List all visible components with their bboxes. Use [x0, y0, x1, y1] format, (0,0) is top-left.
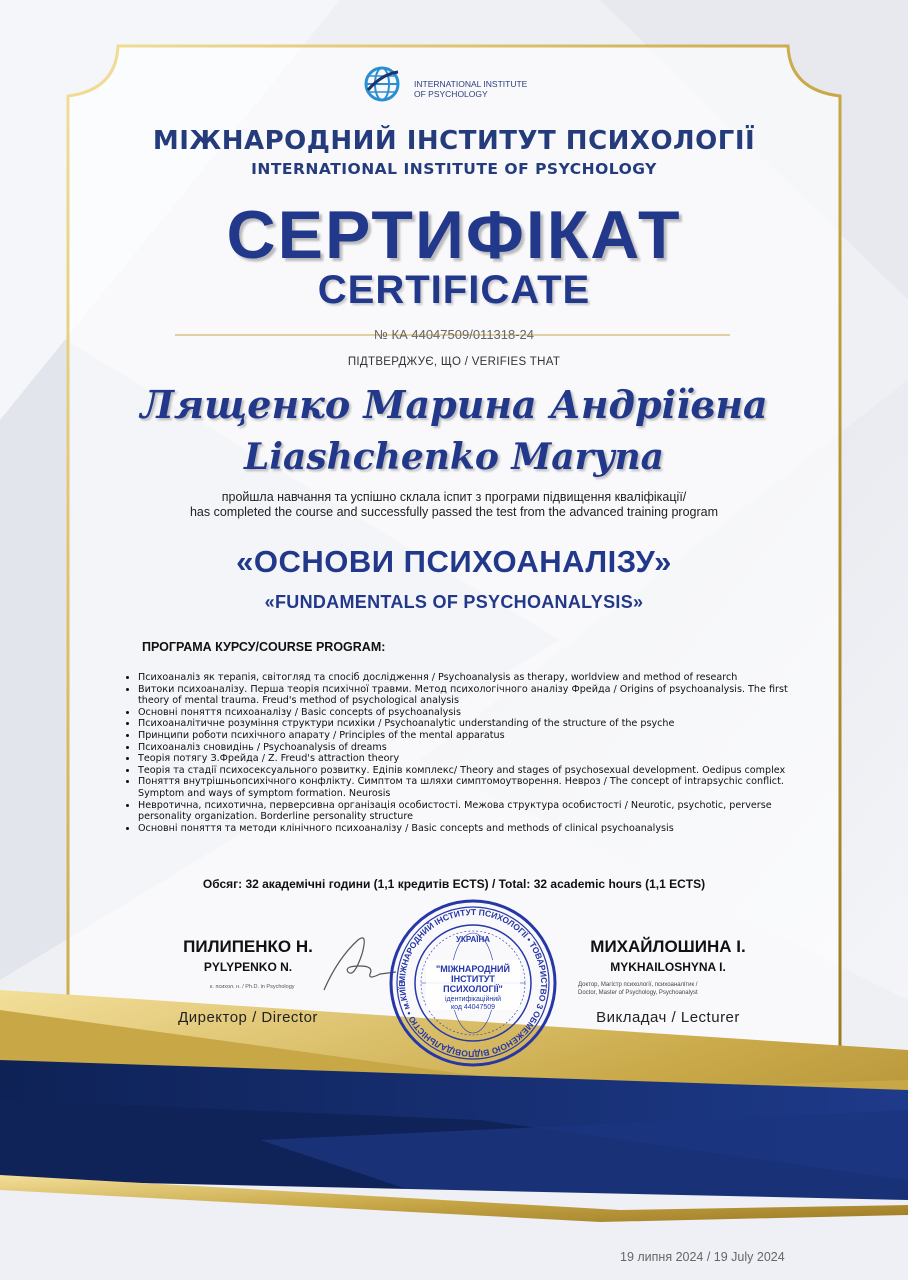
- program-item: • Теорія та стадії психосексуального розвитку. Едіпів комплекс/ Theory and stages of psychosexual development. Oedipus complex: [138, 765, 798, 777]
- certificate-number: № КА 44047509/011318-24: [373, 327, 535, 342]
- issue-date: 19 липня 2024 / 19 July 2024: [620, 1250, 785, 1264]
- logo-line-1: INTERNATIONAL INSTITUTE: [414, 79, 528, 89]
- logo-line-2: OF PSYCHOLOGY: [414, 89, 488, 99]
- program-heading: ПРОГРАМА КУРСУ/COURSE PROGRAM:: [142, 640, 386, 654]
- director-role: Директор / Director: [178, 1009, 318, 1026]
- lecturer-role: Викладач / Lecturer: [596, 1009, 740, 1026]
- program-item: • Основні поняття психоаналізу / Basic concepts of psychoanalysis: [138, 707, 798, 719]
- director-name-ua: ПИЛИПЕНКО Н.: [183, 937, 313, 956]
- program-item: • Психоаналіз як терапія, світогляд та спосіб дослідження / Psychoanalysis as therapy, worldview and method of research: [138, 672, 798, 684]
- program-item: • Принципи роботи психічного апарату / Principles of the mental apparatus: [138, 730, 798, 742]
- course-title-ua: «ОСНОВИ ПСИХОАНАЛІЗУ»: [236, 544, 672, 579]
- seal-center-line-3: ПСИХОЛОГІЇ": [443, 984, 503, 994]
- seal-ring-text: МІЖНАРОДНИЙ ІНСТИТУТ ПСИХОЛОГІЇ • ТОВАРИСТВО З ОБМЕЖЕНОЮ ВІДПОВІДАЛЬНІСТЮ • м.КИЇВ: [396, 906, 550, 1060]
- official-seal: [388, 898, 558, 1068]
- lecturer-degree-line-1: Доктор, Магістр психології, психоаналітик /: [578, 982, 698, 988]
- program-item: • Психоаналітичне розуміння структури психіки / Psychoanalytic understanding of the structure of the psyche: [138, 718, 798, 730]
- program-item: • Витоки психоаналізу. Перша теорія психічної травми. Метод психологічного аналізу Фрейда / Origins of psychoanalysis. The first theory of mental trauma. Freud's method of psychological analysis: [138, 684, 798, 707]
- lecturer-degree: [578, 981, 758, 997]
- program-item: • Психоаналіз сновидінь / Psychoanalysis of dreams: [138, 742, 798, 754]
- institute-name-ua: МІЖНАРОДНИЙ ІНСТИТУТ ПСИХОЛОГІЇ: [152, 126, 756, 156]
- seal-center-line-4: ідентифікаційний: [444, 996, 502, 1003]
- program-item: • Основні поняття та методи клінічного психоаналізу / Basic concepts and methods of clinical psychoanalysis: [138, 823, 798, 835]
- total-hours: Обсяг: 32 академічні години (1,1 кредитів ECTS) / Total: 32 academic hours (1,1 ECTS): [202, 877, 706, 891]
- program-item: • Поняття внутрішньопсихічного конфлікту. Симптом та шляхи симптомоутворення. Невроз / The concept of intrapsychic conflict. Symptom and ways of symptom formation. Neurosis: [138, 776, 798, 799]
- recipient-name-en: Liashchenko Maryna: [244, 436, 664, 478]
- lecturer-degree-line-2: Doctor, Master of Psychology, Psychoanalyst: [578, 990, 698, 996]
- recipient-name-ua: Лященко Марина Андріївна: [140, 382, 768, 427]
- director-degree: к. психол. н. / Ph.D. in Psychology: [210, 984, 295, 990]
- seal-center-line-5: код 44047509: [450, 1004, 496, 1011]
- institute-logo: [362, 64, 542, 104]
- verifies-text: ПІДТВЕРДЖУЄ, ЩО / VERIFIES THAT: [347, 356, 561, 368]
- certificate-title-ua: СЕРТИФІКАТ: [226, 197, 682, 273]
- certificate-title-en: CERTIFICATE: [317, 268, 591, 312]
- lecturer-name-ua: МИХАЙЛОШИНА І.: [590, 937, 746, 956]
- program-item: • Теорія потягу З.Фрейда / Z. Freud's attraction theory: [138, 753, 798, 765]
- seal-center-line-1: "МІЖНАРОДНИЙ: [435, 964, 511, 974]
- director-signature: [318, 928, 398, 998]
- program-item: • Невротична, психотична, перверсивна організація особистості. Межова структура особистості / Neurotic, psychotic, perverse personality organization. Borderline personality structure: [138, 800, 798, 823]
- director-name-en: PYLYPENKO N.: [203, 960, 293, 974]
- completion-statement: [0, 490, 908, 520]
- course-title-en: «FUNDAMENTALS OF PSYCHOANALYSIS»: [264, 592, 644, 612]
- globe-icon: [362, 64, 402, 104]
- program-list: [120, 672, 798, 834]
- institute-name-en: INTERNATIONAL INSTITUTE OF PSYCHOLOGY: [251, 160, 657, 178]
- completion-statement-ua: пройшла навчання та успішно склала іспит з програми підвищення кваліфікації/: [221, 490, 687, 504]
- lecturer-name-en: MYKHAILOSHYNA I.: [610, 960, 726, 974]
- seal-top-text: УКРАЇНА: [455, 935, 491, 944]
- completion-statement-en: has completed the course and successfully passed the test from the advanced training program: [189, 505, 719, 519]
- seal-center-line-2: ІНСТИТУТ: [451, 974, 495, 984]
